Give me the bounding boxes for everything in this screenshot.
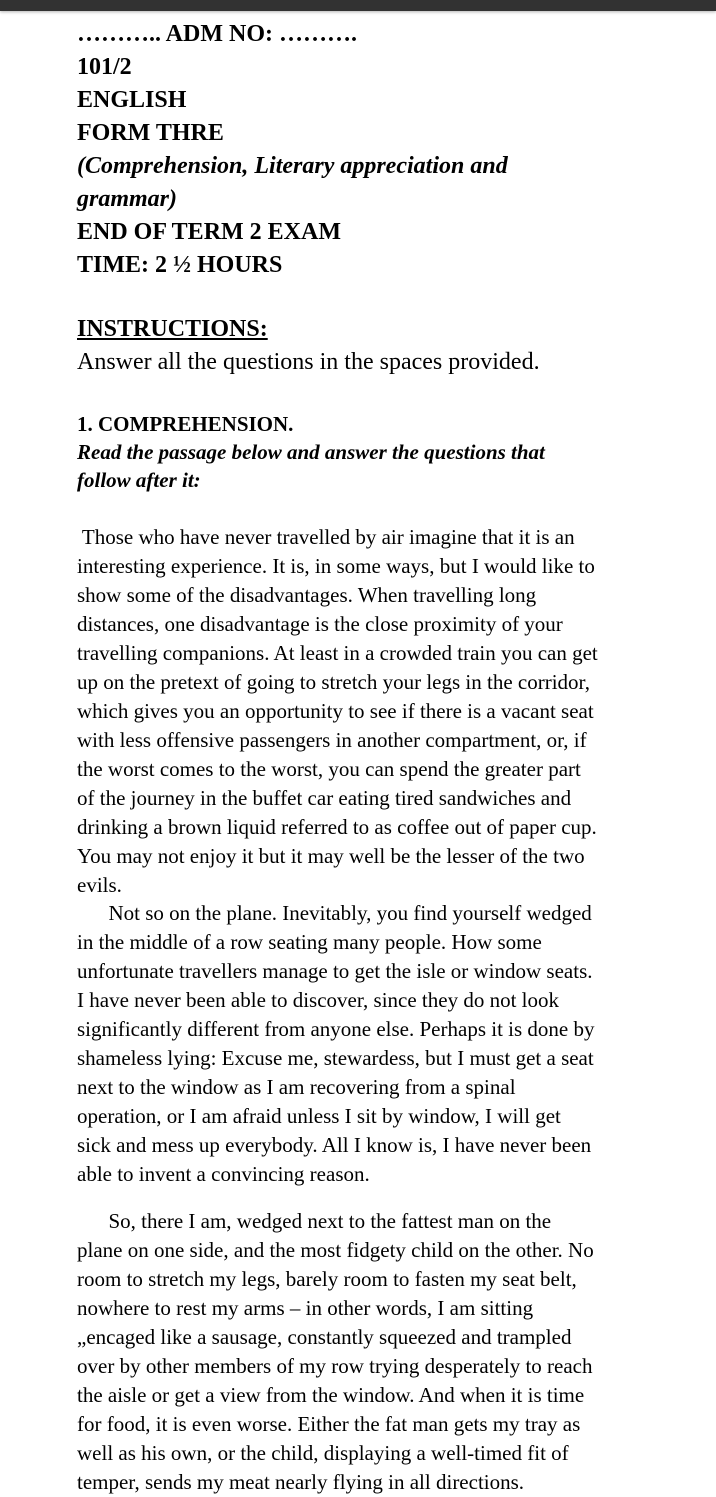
- passage-paragraph-2: [77, 899, 594, 1189]
- passage-line: show some of the disadvantages. When travelling long: [77, 583, 537, 607]
- passage-line: plane on one side, and the most fidgety child on the other. No: [77, 1238, 594, 1262]
- passage-paragraph-3: [77, 1207, 594, 1497]
- passage-line: Not so on the plane. Inevitably, you find yourself wedged: [77, 901, 592, 925]
- passage-line: for food, it is even worse. Either the fat man gets my tray as: [77, 1412, 581, 1436]
- passage-line: of the journey in the buffet car eating tired sandwiches and: [77, 786, 572, 810]
- passage-line: You may not enjoy it but it may well be the lesser of the two: [77, 844, 585, 868]
- passage-line: significantly different from anyone else. Perhaps it is done by: [77, 1017, 595, 1041]
- header-line: ENGLISH: [77, 87, 187, 113]
- header-line: TIME: 2 ½ HOURS: [77, 252, 283, 278]
- passage-line: travelling companions. At least in a crowded train you can get: [77, 641, 598, 665]
- passage-line: interesting experience. It is, in some ways, but I would like to: [77, 554, 595, 578]
- instructions-title: INSTRUCTIONS:: [77, 316, 268, 342]
- header-line: FORM THRE: [77, 120, 224, 146]
- passage-line: So, there I am, wedged next to the fattest man on the: [77, 1209, 552, 1233]
- passage-line: well as his own, or the child, displaying a well-timed fit of: [77, 1441, 569, 1465]
- header-line: grammar): [77, 186, 178, 212]
- exam-header: [77, 18, 508, 282]
- section-instruction-line: follow after it:: [77, 468, 201, 492]
- passage-line: the aisle or get a view from the window. And when it is time: [77, 1383, 585, 1407]
- passage-line: shameless lying: Excuse me, stewardess, but I must get a seat: [77, 1046, 594, 1070]
- passage-line: „encaged like a sausage, constantly squeezed and trampled: [77, 1325, 572, 1349]
- section-instruction-line: Read the passage below and answer the questions that: [77, 440, 545, 464]
- passage-line: nowhere to rest my arms – in other words, I am sitting: [77, 1296, 534, 1320]
- passage-line: the worst comes to the worst, you can spend the greater part: [77, 757, 581, 781]
- passage-line: over by other members of my row trying desperately to reach: [77, 1354, 593, 1378]
- passage-line: operation, or I am afraid unless I sit by window, I will get: [77, 1104, 561, 1128]
- passage-line: evils.: [77, 873, 122, 897]
- comprehension-section: [77, 410, 545, 494]
- header-line: 101/2: [77, 54, 132, 80]
- passage-line: temper, sends my meat nearly flying in all directions.: [77, 1470, 525, 1494]
- instructions-text: Answer all the questions in the spaces provided.: [77, 349, 540, 375]
- section-title: 1. COMPREHENSION.: [77, 412, 294, 436]
- header-line: ……….. ADM NO: ……….: [77, 21, 357, 47]
- passage-line: drinking a brown liquid referred to as coffee out of paper cup.: [77, 815, 597, 839]
- passage-line: which gives you an opportunity to see if there is a vacant seat: [77, 699, 594, 723]
- passage-line: Those who have never travelled by air imagine that it is an: [77, 525, 575, 549]
- passage-line: up on the pretext of going to stretch your legs in the corridor,: [77, 670, 590, 694]
- header-line: (Comprehension, Literary appreciation and: [77, 153, 508, 179]
- passage-line: unfortunate travellers manage to get the isle or window seats.: [77, 959, 593, 983]
- passage-line: distances, one disadvantage is the close proximity of your: [77, 612, 563, 636]
- passage-paragraph-1: [77, 523, 598, 900]
- viewer-top-bar: [0, 0, 716, 11]
- passage-line: room to stretch my legs, barely room to fasten my seat belt,: [77, 1267, 577, 1291]
- passage-line: in the middle of a row seating many people. How some: [77, 930, 542, 954]
- instructions: [77, 313, 540, 379]
- passage-line: with less offensive passengers in another compartment, or, if: [77, 728, 587, 752]
- passage-line: next to the window as I am recovering from a spinal: [77, 1075, 516, 1099]
- passage-line: able to invent a convincing reason.: [77, 1162, 370, 1186]
- header-line: END OF TERM 2 EXAM: [77, 219, 341, 245]
- passage-line: I have never been able to discover, since they do not look: [77, 988, 559, 1012]
- passage-line: sick and mess up everybody. All I know is, I have never been: [77, 1133, 592, 1157]
- section-instruction: [77, 438, 545, 494]
